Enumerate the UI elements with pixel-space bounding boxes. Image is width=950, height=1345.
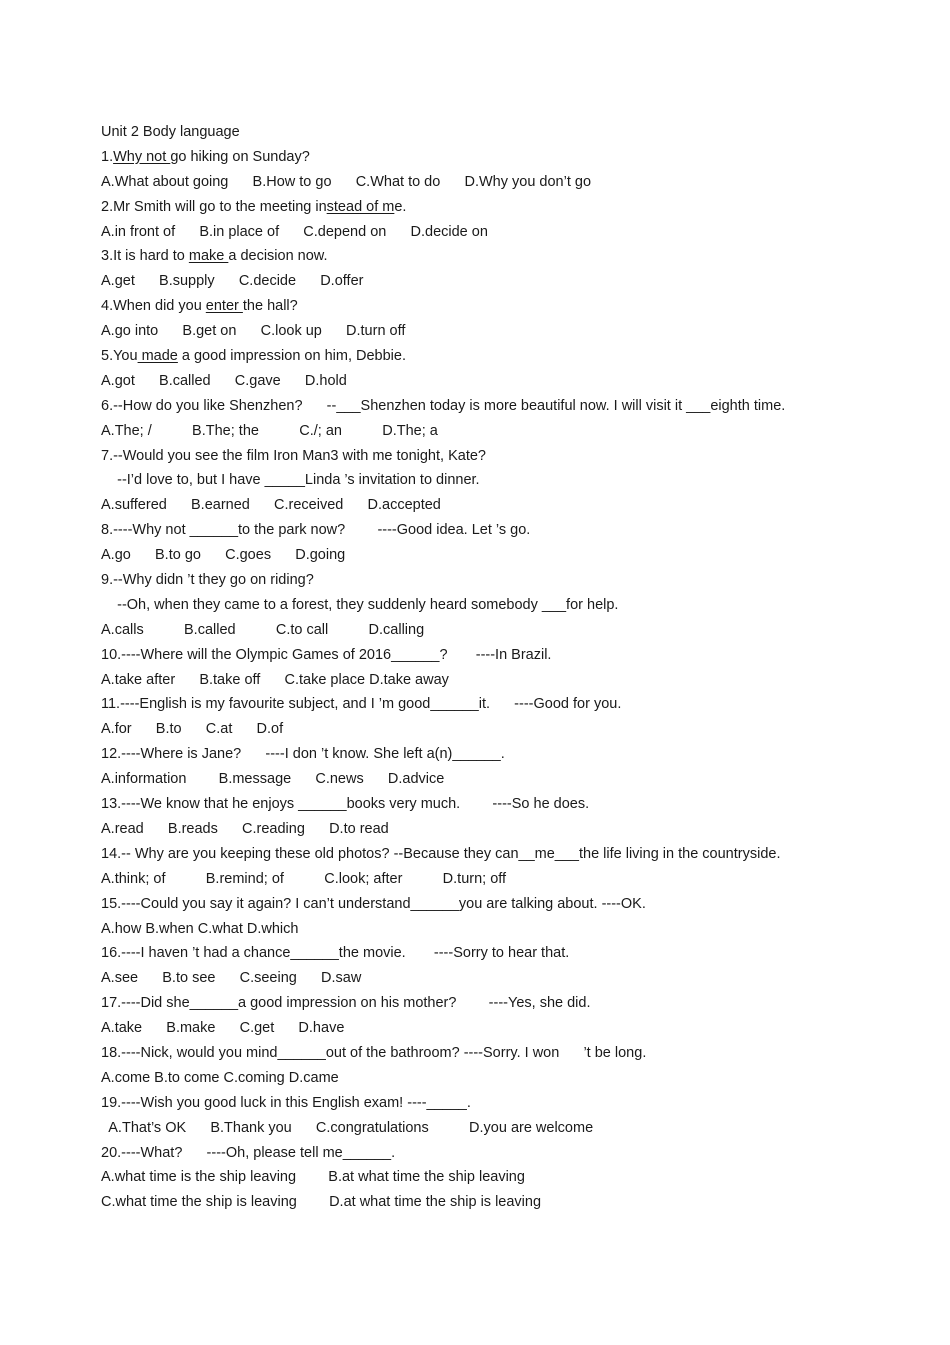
text-segment: 18.----Nick, would you mind______out of the bathroom? ----Sorry. I won ’t be long. bbox=[101, 1044, 647, 1061]
underlined-text: Why not bbox=[113, 148, 171, 165]
question-8 bbox=[101, 518, 901, 543]
text-segment: 1. bbox=[101, 148, 114, 165]
text-segment: 11.----English is my favourite subject, and I ’m good______it. ----Good for you. bbox=[101, 696, 622, 713]
text-segment: A.see B.to see C.seeing D.saw bbox=[101, 970, 362, 987]
question-4 bbox=[101, 294, 901, 319]
question-10 bbox=[101, 643, 901, 668]
text-segment: A.go into B.get on C.look up D.turn off bbox=[101, 323, 406, 340]
text-segment: A.come B.to come C.coming D.came bbox=[101, 1069, 339, 1086]
question-15 bbox=[101, 892, 901, 917]
text-segment: e. bbox=[394, 198, 407, 215]
text-segment: a good impression on him, Debbie. bbox=[177, 348, 406, 365]
text-segment: A.take B.make C.get D.have bbox=[101, 1020, 345, 1037]
text-segment: A.get B.supply C.decide D.offer bbox=[101, 273, 364, 290]
question-2 bbox=[101, 195, 901, 220]
options-14 bbox=[101, 867, 901, 892]
options-1 bbox=[101, 170, 901, 195]
options-20a bbox=[101, 1165, 901, 1190]
text-segment: A.What about going B.How to go C.What to do D.Why you don’t go bbox=[101, 173, 592, 190]
options-20b bbox=[101, 1190, 901, 1215]
text-segment: 7.--Would you see the film Iron Man3 with me tonight, Kate? bbox=[101, 447, 486, 464]
options-16 bbox=[101, 966, 901, 991]
question-3 bbox=[101, 244, 901, 269]
options-13 bbox=[101, 817, 901, 842]
text-segment: A.information B.message C.news D.advice bbox=[101, 771, 445, 788]
text-segment: 17.----Did she______a good impression on his mother? ----Yes, she did. bbox=[101, 995, 591, 1012]
text-segment: A.for B.to C.at D.of bbox=[101, 721, 284, 738]
text-segment: A.what time is the ship leaving B.at what time the ship leaving bbox=[101, 1169, 525, 1186]
options-2 bbox=[101, 220, 901, 245]
text-segment: go hiking on Sunday? bbox=[170, 148, 310, 165]
question-19 bbox=[101, 1091, 901, 1116]
options-12 bbox=[101, 767, 901, 792]
options-5 bbox=[101, 369, 901, 394]
text-segment: 12.----Where is Jane? ----I don ’t know. She left a(n)______. bbox=[101, 746, 505, 763]
question-7-reply bbox=[101, 468, 901, 493]
question-9-reply bbox=[101, 593, 901, 618]
text-segment: A.go B.to go C.goes D.going bbox=[101, 547, 346, 564]
text-segment: --I’d love to, but I have _____Linda ’s invitation to dinner. bbox=[101, 472, 480, 489]
text-segment: A.read B.reads C.reading D.to read bbox=[101, 820, 389, 837]
options-6 bbox=[101, 419, 901, 444]
text-segment: A.got B.called C.gave D.hold bbox=[101, 372, 347, 389]
options-7 bbox=[101, 493, 901, 518]
options-3 bbox=[101, 269, 901, 294]
text-segment: 3.It is hard to bbox=[101, 248, 189, 265]
text-segment: the hall? bbox=[242, 298, 298, 315]
text-segment: A.calls B.called C.to call D.calling bbox=[101, 621, 425, 638]
text-segment: A.The; / B.The; the C./; an D.The; a bbox=[101, 422, 438, 439]
text-segment: C.what time the ship is leaving D.at what time the ship is leaving bbox=[101, 1194, 542, 1211]
question-16 bbox=[101, 941, 901, 966]
text-segment: 13.----We know that he enjoys ______books very much. ----So he does. bbox=[101, 796, 590, 813]
text-segment: A.think; of B.remind; of C.look; after D.turn; off bbox=[101, 870, 507, 887]
options-9 bbox=[101, 618, 901, 643]
question-7 bbox=[101, 444, 901, 469]
text-segment: A.how B.when C.what D.which bbox=[101, 920, 299, 937]
question-12 bbox=[101, 742, 901, 767]
text-segment: 5.You bbox=[101, 348, 138, 365]
text-segment: 19.----Wish you good luck in this English exam! ----_____. bbox=[101, 1094, 471, 1111]
question-1 bbox=[101, 145, 901, 170]
options-17 bbox=[101, 1016, 901, 1041]
text-segment: A.suffered B.earned C.received D.accepted bbox=[101, 497, 441, 514]
question-17 bbox=[101, 991, 901, 1016]
underlined-text: made bbox=[137, 348, 178, 365]
text-segment: 9.--Why didn ’t they go on riding? bbox=[101, 572, 314, 589]
text-segment: 8.----Why not ______to the park now? ----Good idea. Let ’s go. bbox=[101, 522, 531, 539]
underlined-text: enter bbox=[205, 298, 243, 315]
text-segment: 4.When did you bbox=[101, 298, 206, 315]
question-9 bbox=[101, 568, 901, 593]
text-segment: 10.----Where will the Olympic Games of 2016______? ----In Brazil. bbox=[101, 646, 552, 663]
options-4 bbox=[101, 319, 901, 344]
text-segment: 14.-- Why are you keeping these old photos? --Because they can__me___the life living in the countryside. bbox=[101, 845, 781, 862]
question-5 bbox=[101, 344, 901, 369]
question-18 bbox=[101, 1041, 901, 1066]
text-segment: 2.Mr Smith will go to the meeting in bbox=[101, 198, 327, 215]
text-segment: A.take after B.take off C.take place D.take away bbox=[101, 671, 449, 688]
options-8 bbox=[101, 543, 901, 568]
options-15 bbox=[101, 917, 901, 942]
question-11 bbox=[101, 692, 901, 717]
text-segment: A.in front of B.in place of C.depend on D.decide on bbox=[101, 223, 488, 240]
worksheet-page bbox=[101, 120, 901, 1215]
question-14 bbox=[101, 842, 901, 867]
text-segment: --Oh, when they came to a forest, they suddenly heard somebody ___for help. bbox=[101, 596, 619, 613]
question-13 bbox=[101, 792, 901, 817]
worksheet-title: Unit 2 Body language bbox=[101, 124, 240, 140]
text-segment: a decision now. bbox=[228, 248, 328, 265]
underlined-text: stead of m bbox=[326, 198, 395, 215]
question-6 bbox=[101, 394, 901, 419]
text-segment: A.That’s OK B.Thank you C.congratulations D.you are welcome bbox=[101, 1119, 594, 1136]
question-list bbox=[101, 145, 901, 1215]
text-segment: 6.--How do you like Shenzhen? --___Shenzhen today is more beautiful now. I will visit it ___eighth time. bbox=[101, 397, 786, 414]
underlined-text: make bbox=[188, 248, 229, 265]
options-19 bbox=[101, 1116, 901, 1141]
options-18 bbox=[101, 1066, 901, 1091]
options-11 bbox=[101, 717, 901, 742]
text-segment: 16.----I haven ’t had a chance______the movie. ----Sorry to hear that. bbox=[101, 945, 570, 962]
question-20 bbox=[101, 1141, 901, 1166]
text-segment: 15.----Could you say it again? I can’t understand______you are talking about. ----OK. bbox=[101, 895, 646, 912]
options-10 bbox=[101, 668, 901, 693]
text-segment: 20.----What? ----Oh, please tell me______. bbox=[101, 1144, 396, 1161]
